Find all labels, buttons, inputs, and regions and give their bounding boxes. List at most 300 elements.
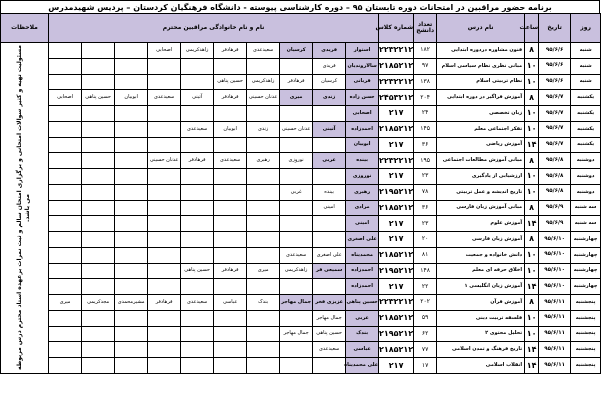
observer-cell [280, 58, 313, 74]
observer-cell [214, 342, 247, 358]
header-observers: نام و نام خانوادگی مراقبین محترم [49, 14, 379, 43]
table-row [1, 137, 601, 153]
course-cell: آموزش ریاضی [437, 137, 525, 153]
header-date: تاریخ [539, 14, 571, 43]
observer-cell [115, 137, 148, 153]
observer-cell [313, 232, 346, 248]
student-count-cell: ۳۶ [414, 200, 437, 216]
student-count-cell: ۲۰۲ [414, 295, 437, 311]
observer-cell [181, 279, 214, 295]
observer-cell: سعیدعدی [313, 342, 346, 358]
observer-cell: ابوبیان [115, 90, 148, 106]
observer-cell [148, 263, 181, 279]
day-cell: شنبه [571, 58, 601, 74]
observer-cell: اصحابی [148, 43, 181, 59]
observer-cell [181, 216, 214, 232]
student-count-cell: ۲۳ [414, 216, 437, 232]
observer-cell: جمال مهاجر [313, 310, 346, 326]
observer-cell: سعیدعدی [280, 247, 313, 263]
date-cell: ۹۵/۶/۱۰ [539, 247, 571, 263]
observer-cell [115, 106, 148, 122]
date-cell: ۹۵/۶/۱۱ [539, 310, 571, 326]
observer-cell: سمیعی فر [313, 263, 346, 279]
observer-cell: عزیزی فخر [313, 295, 346, 311]
room-cell: ۲۱۹۵۲۱۲ [379, 184, 414, 200]
observer-cell: جمال مهاجر [280, 326, 313, 342]
observer-cell [49, 216, 82, 232]
time-cell: ۱۰ [525, 247, 539, 263]
table-row [1, 58, 601, 74]
time-cell: ۱۰ [525, 310, 539, 326]
course-cell: تاریخ اندیشه و عمل تربیتی [437, 184, 525, 200]
observer-cell: مرادی [346, 200, 379, 216]
observer-cell [280, 310, 313, 326]
student-count-cell: ۲۰ [414, 232, 437, 248]
observer-cell: محمدیناه [346, 247, 379, 263]
time-cell: ۱۰ [525, 263, 539, 279]
observer-cell [82, 43, 115, 59]
observer-cell [181, 169, 214, 185]
observer-cell [280, 106, 313, 122]
observer-cell [49, 263, 82, 279]
observer-cell: زندی [247, 121, 280, 137]
day-cell: پنجشنبه [571, 358, 601, 374]
date-cell: ۹۵/۶/۶ [539, 74, 571, 90]
day-cell: دوشنبه [571, 153, 601, 169]
student-count-cell: ۱۷ [414, 358, 437, 374]
observer-cell [247, 342, 280, 358]
course-cell: آموزش علوم [437, 216, 525, 232]
table-row [1, 74, 601, 90]
observer-cell [49, 358, 82, 374]
page-title: برنامه حضور مراقبین در امتحانات دوره تابستان ۹۵ – دوره کارشناسی پیوسته - دانشگاه فرهنگیان کردستان – پردیس شهیدمدرس [0, 0, 600, 13]
observer-cell: آتینی [181, 90, 214, 106]
date-cell: ۹۵/۶/۱۱ [539, 295, 571, 311]
observer-cell: اصحابی [346, 106, 379, 122]
day-cell: سه شنبه [571, 216, 601, 232]
student-count-cell: ۱۴۸ [414, 263, 437, 279]
course-cell: زبان تخصصی [437, 106, 525, 122]
observer-cell: فرهادفر [214, 43, 247, 59]
observer-cell [280, 216, 313, 232]
room-cell: ۲۱۷ [379, 169, 414, 185]
observer-cell: سعیدعدی [148, 90, 181, 106]
observer-cell [115, 74, 148, 90]
student-count-cell: ۱۸۲ [414, 43, 437, 59]
observer-cell [247, 106, 280, 122]
observer-cell: بینده [313, 184, 346, 200]
observer-cell [115, 43, 148, 59]
course-cell: مبانی نظری نظام سیاسی اسلام [437, 58, 525, 74]
room-cell: ۲۱۸۵۲۱۲ [379, 121, 414, 137]
table-row [1, 169, 601, 185]
observer-cell [115, 279, 148, 295]
student-count-cell: ۵۹ [414, 310, 437, 326]
observer-cell: عباسی [346, 342, 379, 358]
observer-cell [313, 137, 346, 153]
observer-cell [280, 137, 313, 153]
student-count-cell: ۸۱ [414, 247, 437, 263]
observer-cell: جمال مهاجر [280, 295, 313, 311]
observer-cell [247, 232, 280, 248]
day-cell: یکشنبه [571, 106, 601, 122]
observer-cell: غربی [280, 184, 313, 200]
student-count-cell: ۶۲ [414, 326, 437, 342]
course-cell: مبانی آموزش مطالعات اجتماعی [437, 153, 525, 169]
course-cell: نظام تربیتی اسلام [437, 74, 525, 90]
student-count-cell: ۱۹۵ [414, 153, 437, 169]
observer-cell: میری [280, 90, 313, 106]
room-cell: ۲۱۷ [379, 232, 414, 248]
observer-cell: میری [247, 263, 280, 279]
observer-cell [214, 169, 247, 185]
observer-cell [148, 74, 181, 90]
observer-cell [214, 310, 247, 326]
observer-cell [82, 279, 115, 295]
observer-cell: زاهدکریمی [181, 43, 214, 59]
student-count-cell: ۹۷ [414, 58, 437, 74]
observer-cell: عدنان حسینی [280, 121, 313, 137]
course-cell: انقلاب اسلامی [437, 358, 525, 374]
table-row [1, 295, 601, 311]
observer-cell [247, 326, 280, 342]
observer-cell: سعیدعدی [214, 153, 247, 169]
observer-cell: احمدزاده [346, 263, 379, 279]
observer-cell: امینی [346, 216, 379, 232]
observer-cell [82, 184, 115, 200]
observer-cell [214, 326, 247, 342]
date-cell: ۹۵/۶/۹ [539, 216, 571, 232]
observer-cell [115, 232, 148, 248]
observer-cell [115, 310, 148, 326]
student-count-cell: ۲۲ [414, 279, 437, 295]
observer-cell [247, 184, 280, 200]
time-cell: ۸ [525, 200, 539, 216]
time-cell: ۸ [525, 295, 539, 311]
room-cell: ۲۱۷ [379, 216, 414, 232]
observer-cell [148, 342, 181, 358]
day-cell: دوشنبه [571, 169, 601, 185]
observer-cell [181, 326, 214, 342]
observer-cell [49, 232, 82, 248]
observer-cell [49, 153, 82, 169]
observer-cell [280, 342, 313, 358]
observer-cell [280, 358, 313, 374]
observer-cell [247, 310, 280, 326]
observer-cell: میری [49, 295, 82, 311]
observer-cell: کرسیان [313, 74, 346, 90]
observer-cell [181, 200, 214, 216]
observer-cell: کرسیان [280, 43, 313, 59]
table-row [1, 184, 601, 200]
course-cell: آموزش فراگیر در دوره ابتدایی [437, 90, 525, 106]
table-row [1, 342, 601, 358]
student-count-cell: ۷۷ [414, 342, 437, 358]
observer-cell: بندک [247, 295, 280, 311]
day-cell: چهارشنبه [571, 247, 601, 263]
course-cell: فلسفه تربیت دینی [437, 310, 525, 326]
time-cell: ۱۰ [525, 184, 539, 200]
student-count-cell: ۲۰۴ [414, 90, 437, 106]
course-cell: ارزشیابی از یادگیری [437, 169, 525, 185]
observer-cell: سعیدعدی [181, 295, 214, 311]
observer-cell [82, 310, 115, 326]
date-cell: ۹۵/۶/۱۰ [539, 263, 571, 279]
observer-cell [49, 43, 82, 59]
student-count-cell: ۳۶ [414, 137, 437, 153]
observer-cell [181, 232, 214, 248]
observer-cell: فرهادفر [148, 295, 181, 311]
observer-cell: فرهادفر [280, 74, 313, 90]
observer-cell [49, 121, 82, 137]
time-cell: ۱۴ [525, 342, 539, 358]
observer-cell [148, 200, 181, 216]
remarks-text: مسئولیت تهیه و کثیر سوالات امتحانی و برگزاری امتحان سالم و ثبت نمرات برعهده استاد محترم درس مربوطه می باشد. [16, 45, 32, 371]
observer-cell [82, 106, 115, 122]
observer-cell [280, 232, 313, 248]
table-row [1, 153, 601, 169]
day-cell: یکشنبه [571, 90, 601, 106]
observer-cell [148, 279, 181, 295]
observer-cell: سعیدعدی [247, 43, 280, 59]
observer-cell [313, 169, 346, 185]
observer-cell [49, 279, 82, 295]
observer-cell [148, 310, 181, 326]
observer-cell: فریدی [313, 43, 346, 59]
course-cell: تفکر اجتماعی معلم [437, 121, 525, 137]
date-cell: ۹۵/۶/۱۱ [539, 342, 571, 358]
observer-cell [82, 232, 115, 248]
time-cell: ۱۴ [525, 279, 539, 295]
observer-cell [247, 216, 280, 232]
room-cell: ۲۱۸۵۲۱۲ [379, 200, 414, 216]
date-cell: ۹۵/۶/۷ [539, 90, 571, 106]
header-row [1, 14, 601, 43]
date-cell: ۹۵/۶/۷ [539, 121, 571, 137]
observer-cell [214, 247, 247, 263]
observer-cell [82, 247, 115, 263]
observer-cell [115, 326, 148, 342]
date-cell: ۹۵/۶/۸ [539, 169, 571, 185]
observer-cell [214, 106, 247, 122]
observer-cell [247, 279, 280, 295]
observer-cell [49, 342, 82, 358]
observer-cell [49, 58, 82, 74]
student-count-cell: ۲۳ [414, 169, 437, 185]
time-cell: ۱۰ [525, 121, 539, 137]
day-cell: دوشنبه [571, 184, 601, 200]
observer-cell [148, 169, 181, 185]
observer-cell [115, 200, 148, 216]
exam-schedule-table [0, 13, 601, 374]
day-cell: یکشنبه [571, 121, 601, 137]
observer-cell [49, 310, 82, 326]
observer-cell: ابوبیان [214, 121, 247, 137]
observer-cell: حسین پناهی [181, 263, 214, 279]
course-cell: فنون مشاوره دردوره ابتدایی [437, 43, 525, 59]
observer-cell [49, 326, 82, 342]
table-row [1, 247, 601, 263]
observer-cell [115, 184, 148, 200]
observer-cell [313, 279, 346, 295]
observer-cell [148, 358, 181, 374]
observer-cell [214, 358, 247, 374]
date-cell: ۹۵/۶/۶ [539, 43, 571, 59]
observer-cell: رهبری [346, 184, 379, 200]
time-cell: ۱۴ [525, 137, 539, 153]
observer-cell [82, 74, 115, 90]
student-count-cell: ۷۸ [414, 184, 437, 200]
table-row [1, 90, 601, 106]
room-cell: ۲۱۸۵۲۱۲ [379, 247, 414, 263]
observer-cell: حسین پناهی [346, 295, 379, 311]
table-row [1, 232, 601, 248]
observer-cell [148, 216, 181, 232]
remarks-cell [1, 43, 49, 374]
room-cell: ۲۲۳۲۲۱۲ [379, 153, 414, 169]
observer-cell: استوار [346, 43, 379, 59]
table-row [1, 43, 601, 59]
date-cell: ۹۵/۶/۷ [539, 106, 571, 122]
observer-cell: حسین پناهی [214, 74, 247, 90]
student-count-cell: ۱۴۵ [414, 121, 437, 137]
day-cell: پنجشنبه [571, 310, 601, 326]
observer-cell [49, 137, 82, 153]
observer-cell: اصحابی [49, 90, 82, 106]
date-cell: ۹۵/۶/۱۰ [539, 232, 571, 248]
observer-cell: حسین پناهی [82, 90, 115, 106]
observer-cell: بینده [346, 153, 379, 169]
observer-cell [181, 58, 214, 74]
observer-cell: زندی [313, 90, 346, 106]
observer-cell [49, 74, 82, 90]
room-cell: ۲۲۳۲۲۱۲ [379, 295, 414, 311]
course-cell: تحلیل محتوی ۲ [437, 326, 525, 342]
observer-cell [214, 137, 247, 153]
observer-cell [181, 342, 214, 358]
room-cell: ۲۱۸۵۲۱۲ [379, 58, 414, 74]
observer-cell: مشیرمحمدی [115, 295, 148, 311]
observer-cell: علی محمدیناه [346, 358, 379, 374]
observer-cell [115, 121, 148, 137]
observer-cell [214, 216, 247, 232]
observer-cell [49, 169, 82, 185]
observer-cell [82, 200, 115, 216]
time-cell: ۱۰ [525, 169, 539, 185]
date-cell: ۹۵/۶/۱۱ [539, 358, 571, 374]
observer-cell [313, 358, 346, 374]
time-cell: ۱۰ [525, 58, 539, 74]
observer-cell [148, 121, 181, 137]
date-cell: ۹۵/۶/۱۱ [539, 326, 571, 342]
time-cell: ۱۴ [525, 216, 539, 232]
header-room: شماره کلاس [379, 14, 414, 43]
course-cell: آموزش قرآن [437, 295, 525, 311]
observer-cell [49, 106, 82, 122]
header-time: ساعت [525, 14, 539, 43]
observer-cell [214, 200, 247, 216]
room-cell: ۲۱۷ [379, 358, 414, 374]
room-cell: ۲۱۹۵۲۱۲ [379, 326, 414, 342]
observer-cell [247, 358, 280, 374]
observer-cell [181, 247, 214, 263]
observer-cell [181, 184, 214, 200]
observer-cell: علی اصغری [313, 247, 346, 263]
header-course: نام درس [437, 14, 525, 43]
observer-cell [280, 279, 313, 295]
observer-cell: ابوبیان [346, 137, 379, 153]
header-count: تعداد دانشج [414, 14, 437, 43]
observer-cell [148, 58, 181, 74]
room-cell: ۲۱۷ [379, 106, 414, 122]
observer-cell [115, 58, 148, 74]
observer-cell: عباسی [214, 295, 247, 311]
observer-cell [82, 216, 115, 232]
observer-cell [280, 200, 313, 216]
observer-cell: عدنان حسینی [148, 153, 181, 169]
course-cell: تاریخ فرهنگ و تمدن اسلامی [437, 342, 525, 358]
time-cell: ۱۰ [525, 106, 539, 122]
observer-cell: نوروزی [280, 153, 313, 169]
time-cell: ۸ [525, 232, 539, 248]
date-cell: ۹۵/۶/۱۰ [539, 279, 571, 295]
day-cell: پنجشنبه [571, 295, 601, 311]
course-cell: اخلاق حرفه ای معلم [437, 263, 525, 279]
observer-cell [49, 247, 82, 263]
day-cell: سه شنبه [571, 200, 601, 216]
observer-cell [247, 247, 280, 263]
observer-cell [214, 232, 247, 248]
table-row [1, 279, 601, 295]
table-row [1, 326, 601, 342]
date-cell: ۹۵/۶/۸ [539, 153, 571, 169]
observer-cell: عدنان حسینی [247, 90, 280, 106]
observer-cell [115, 169, 148, 185]
room-cell: ۲۱۷ [379, 137, 414, 153]
observer-cell [82, 263, 115, 279]
observer-cell: سعیدعدی [181, 121, 214, 137]
observer-cell [247, 58, 280, 74]
observer-cell: فریدی [313, 58, 346, 74]
observer-cell: زاهدکریمی [247, 74, 280, 90]
table-row [1, 121, 601, 137]
observer-cell: احمدزاده [346, 279, 379, 295]
observer-cell: عربی [313, 153, 346, 169]
observer-cell [82, 121, 115, 137]
day-cell: چهارشنبه [571, 279, 601, 295]
course-cell: آموزش زبان انگلیسی ۱ [437, 279, 525, 295]
course-cell: مبانی آموزش زبان فارسی [437, 200, 525, 216]
observer-cell: قربانی [346, 74, 379, 90]
observer-cell [49, 184, 82, 200]
observer-cell [82, 137, 115, 153]
day-cell: یکشنبه [571, 137, 601, 153]
observer-cell [148, 106, 181, 122]
date-cell: ۹۵/۶/۶ [539, 58, 571, 74]
observer-cell [148, 247, 181, 263]
observer-cell [181, 74, 214, 90]
observer-cell [82, 58, 115, 74]
student-count-cell: ۱۳۸ [414, 74, 437, 90]
observer-cell [115, 342, 148, 358]
observer-cell [247, 137, 280, 153]
observer-cell [313, 106, 346, 122]
observer-cell [82, 153, 115, 169]
observer-cell [148, 137, 181, 153]
observer-cell [82, 342, 115, 358]
observer-cell: علی اصغری [346, 232, 379, 248]
table-row [1, 310, 601, 326]
